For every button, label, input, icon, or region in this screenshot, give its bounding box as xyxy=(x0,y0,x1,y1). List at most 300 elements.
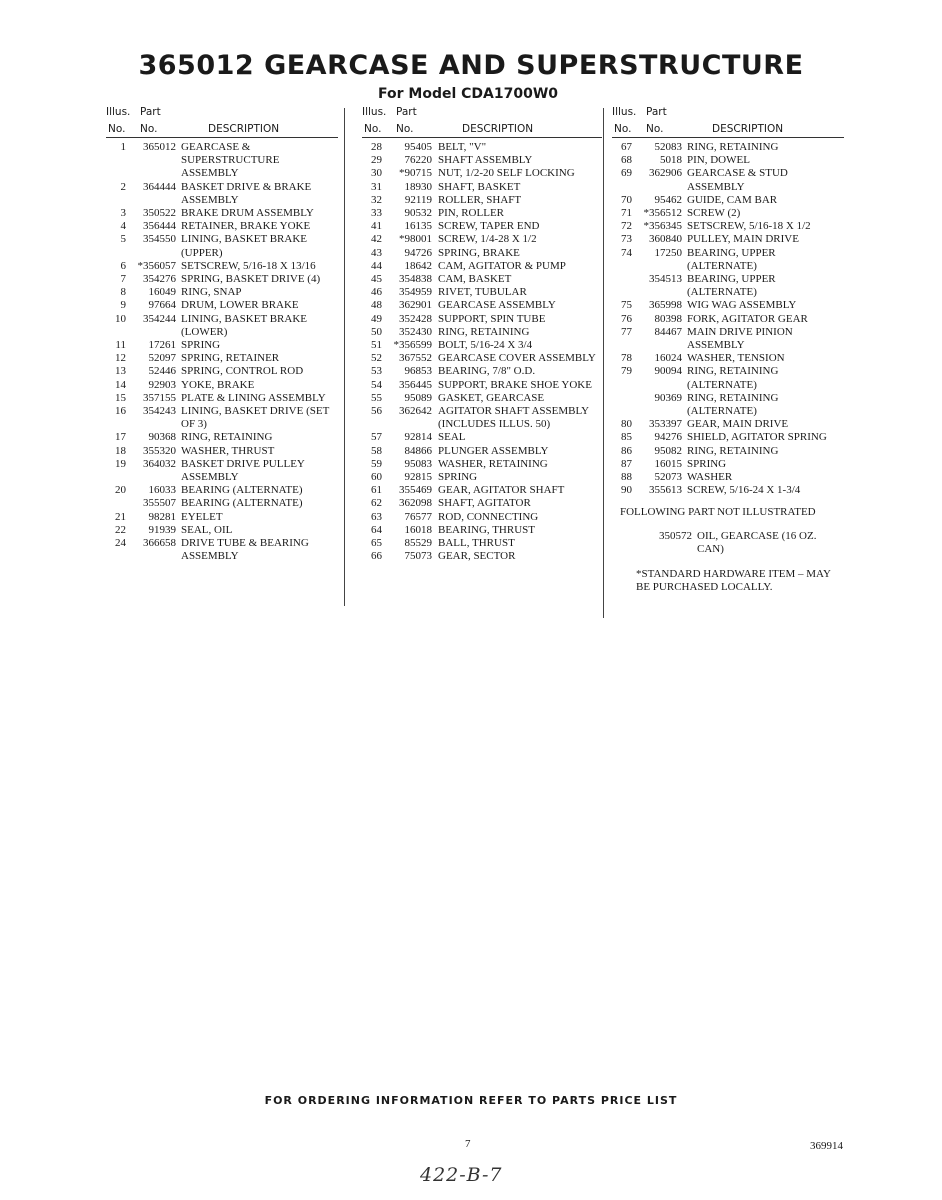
illus-number: 33 xyxy=(371,207,382,220)
part-number: 362901 xyxy=(399,299,432,312)
part-description: BASKET DRIVE & BRAKE ASSEMBLY xyxy=(181,180,312,206)
part-row xyxy=(612,194,844,207)
illus-number: 50 xyxy=(371,325,382,338)
part-number: 76220 xyxy=(404,154,432,167)
part-description: SHAFT ASSEMBLY xyxy=(438,154,533,167)
part-description: WASHER, THRUST xyxy=(181,444,275,457)
column-header xyxy=(106,106,338,138)
part-number: 354244 xyxy=(143,312,176,325)
header-description: DESCRIPTION xyxy=(712,123,784,135)
part-row xyxy=(362,431,602,444)
illus-number: 29 xyxy=(371,154,382,167)
illus-number: 24 xyxy=(115,537,126,550)
illus-number: 73 xyxy=(621,233,632,246)
part-row xyxy=(362,220,602,233)
part-number: 360840 xyxy=(649,233,682,246)
part-number: 17250 xyxy=(654,246,682,259)
column-divider xyxy=(344,108,345,606)
part-number: 92903 xyxy=(148,378,176,391)
part-row xyxy=(362,260,602,273)
part-row xyxy=(362,471,602,484)
part-description: BALL, THRUST xyxy=(438,537,515,550)
part-number: 18642 xyxy=(404,259,432,272)
part-row xyxy=(106,511,338,524)
illus-number: 18 xyxy=(115,444,126,457)
part-row xyxy=(362,313,602,326)
part-row xyxy=(362,550,602,563)
part-description: SCREW, 1/4-28 X 1/2 xyxy=(438,233,537,246)
illus-number: 46 xyxy=(371,286,382,299)
part-number: 16015 xyxy=(654,457,682,470)
part-row xyxy=(106,220,338,233)
part-description: GEAR, SECTOR xyxy=(438,550,516,563)
part-description: GEARCASE & STUD ASSEMBLY xyxy=(687,167,788,193)
part-row xyxy=(106,313,338,339)
part-row xyxy=(362,154,602,167)
part-description: CAM, AGITATOR & PUMP xyxy=(438,259,566,272)
illus-number: 43 xyxy=(371,246,382,259)
part-description: SPRING, BASKET DRIVE (4) xyxy=(181,273,321,286)
part-row xyxy=(362,352,602,365)
part-row xyxy=(362,273,602,286)
part-description: SHAFT, BASKET xyxy=(438,180,521,193)
part-row xyxy=(106,537,338,563)
part-number: 353397 xyxy=(649,418,682,431)
part-number: 352430 xyxy=(399,325,432,338)
part-row xyxy=(612,233,844,246)
illus-number: 66 xyxy=(371,550,382,563)
part-row xyxy=(362,484,602,497)
illus-number: 44 xyxy=(371,259,382,272)
illus-number: 3 xyxy=(120,207,126,220)
part-row xyxy=(362,339,602,352)
illus-number: 10 xyxy=(115,312,126,325)
header-part-no: No. xyxy=(396,123,414,135)
illus-number: 56 xyxy=(371,405,382,418)
part-number: 367552 xyxy=(399,352,432,365)
part-description: WASHER xyxy=(687,471,733,484)
part-number: 52446 xyxy=(148,365,176,378)
illus-number: 90 xyxy=(621,484,632,497)
part-number: 90369 xyxy=(654,391,682,404)
part-number: 90532 xyxy=(404,207,432,220)
header-part-no: No. xyxy=(646,123,664,135)
part-description: PIN, ROLLER xyxy=(438,207,504,220)
part-row xyxy=(106,431,338,444)
part-row xyxy=(612,431,844,444)
illus-number: 88 xyxy=(621,471,632,484)
part-description: GEAR, AGITATOR SHAFT xyxy=(438,484,565,497)
illus-number: 76 xyxy=(621,312,632,325)
part-description: PLATE & LINING ASSEMBLY xyxy=(181,391,326,404)
part-description: BEARING, THRUST xyxy=(438,523,535,536)
part-description: NUT, 1/2-20 SELF LOCKING xyxy=(438,167,575,180)
illus-number: 58 xyxy=(371,444,382,457)
part-number: 364032 xyxy=(143,457,176,470)
part-number: 84467 xyxy=(654,325,682,338)
illus-number: 69 xyxy=(621,167,632,180)
header-rule xyxy=(612,137,844,138)
part-number: 350522 xyxy=(143,207,176,220)
part-row xyxy=(106,458,338,484)
part-number: 362098 xyxy=(399,497,432,510)
illus-number: 17 xyxy=(115,431,126,444)
part-description: FORK, AGITATOR GEAR xyxy=(687,312,808,325)
illus-number: 11 xyxy=(115,339,126,352)
part-description: GEARCASE COVER ASSEMBLY xyxy=(438,352,596,365)
parts-column-3 xyxy=(612,106,844,595)
part-row xyxy=(612,167,844,193)
part-row xyxy=(362,167,602,180)
part-description: RING, RETAINING xyxy=(687,141,779,153)
part-row xyxy=(362,299,602,312)
part-row xyxy=(612,313,844,326)
part-row xyxy=(106,484,338,497)
part-row xyxy=(612,471,844,484)
part-row xyxy=(106,445,338,458)
part-number: 365998 xyxy=(649,299,682,312)
part-number: 355613 xyxy=(649,484,682,497)
part-number: 16049 xyxy=(148,286,176,299)
illus-number: 75 xyxy=(621,299,632,312)
illus-number: 32 xyxy=(371,193,382,206)
part-row xyxy=(106,207,338,220)
illus-number: 45 xyxy=(371,273,382,286)
part-description: CAM, BASKET xyxy=(438,273,512,286)
part-row xyxy=(106,392,338,405)
header-illus: Illus. xyxy=(612,106,637,118)
parts-column-2 xyxy=(362,106,602,564)
part-row xyxy=(106,365,338,378)
ordering-info: FOR ORDERING INFORMATION REFER TO PARTS PRICE LIST xyxy=(264,1094,678,1107)
part-number: 16024 xyxy=(654,352,682,365)
parts-list xyxy=(106,141,338,564)
header-description: DESCRIPTION xyxy=(462,123,534,135)
part-number: 354513 xyxy=(649,273,682,286)
part-description: BEARING (ALTERNATE) xyxy=(181,484,303,497)
part-description: PLUNGER ASSEMBLY xyxy=(438,444,549,457)
parts-list xyxy=(362,141,602,564)
illus-number: 87 xyxy=(621,457,632,470)
part-number: 354959 xyxy=(399,286,432,299)
part-number: 96853 xyxy=(404,365,432,378)
part-description: BEARING, 7/8" O.D. xyxy=(438,365,536,378)
illus-number: 62 xyxy=(371,497,382,510)
illus-number: 5 xyxy=(120,233,126,246)
column-header xyxy=(362,106,602,138)
illus-number: 22 xyxy=(115,523,126,536)
page-number: 7 xyxy=(465,1138,471,1150)
part-row xyxy=(106,181,338,207)
illus-number: 9 xyxy=(120,299,126,312)
part-description: RING, RETAINING (ALTERNATE) xyxy=(687,391,779,418)
part-row xyxy=(362,458,602,471)
illus-number: 67 xyxy=(621,141,632,153)
page-subtitle: For Model CDA1700W0 xyxy=(378,86,559,102)
illus-number: 72 xyxy=(621,220,632,233)
part-description: EYELET xyxy=(181,510,223,523)
illus-number: 28 xyxy=(371,141,382,153)
part-description: YOKE, BRAKE xyxy=(181,378,255,391)
part-row xyxy=(362,181,602,194)
part-description: SUPPORT, SPIN TUBE xyxy=(438,312,546,325)
part-description: SEAL, OIL xyxy=(181,523,233,536)
part-description: SCREW, 5/16-24 X 1-3/4 xyxy=(687,484,801,497)
illus-number: 19 xyxy=(115,457,126,470)
part-description: ROD, CONNECTING xyxy=(438,510,539,523)
part-number: 52073 xyxy=(654,471,682,484)
illus-number: 1 xyxy=(120,141,126,153)
illus-number: 63 xyxy=(371,510,382,523)
parts-list xyxy=(612,141,844,497)
illus-number: 78 xyxy=(621,352,632,365)
illus-number: 42 xyxy=(371,233,382,246)
part-description: BEARING, UPPER (ALTERNATE) xyxy=(687,273,776,299)
part-number: 84866 xyxy=(404,444,432,457)
part-row xyxy=(362,511,602,524)
illus-number xyxy=(612,273,632,299)
part-number: 95083 xyxy=(404,457,432,470)
part-description: BASKET DRIVE PULLEY ASSEMBLY xyxy=(181,457,305,484)
part-row xyxy=(612,273,844,299)
part-description: RING, RETAINING xyxy=(438,325,530,338)
part-row xyxy=(612,207,844,220)
part-number: 75073 xyxy=(404,550,432,563)
part-number: 92815 xyxy=(404,471,432,484)
illus-number: 6 xyxy=(120,259,126,272)
part-number: 95089 xyxy=(404,391,432,404)
illus-number: 51 xyxy=(371,339,382,352)
part-number: *90715 xyxy=(399,167,432,180)
part-row xyxy=(106,141,338,181)
part-number: 354276 xyxy=(143,273,176,286)
part-number: 94276 xyxy=(654,431,682,444)
part-number: 91939 xyxy=(148,523,176,536)
part-row xyxy=(362,207,602,220)
part-description: GASKET, GEARCASE xyxy=(438,391,545,404)
illus-number: 60 xyxy=(371,471,382,484)
part-row xyxy=(106,352,338,365)
part-description: SHIELD, AGITATOR SPRING xyxy=(687,431,827,444)
part-row xyxy=(106,233,338,259)
part-row xyxy=(612,458,844,471)
part-description: RING, RETAINING (ALTERNATE) xyxy=(687,365,779,391)
illus-number: 2 xyxy=(120,180,126,193)
part-description: SETSCREW, 5/16-18 X 13/16 xyxy=(181,259,316,272)
part-row xyxy=(612,484,844,497)
part-number: *356599 xyxy=(393,339,432,352)
illus-number: 4 xyxy=(120,220,126,233)
part-row xyxy=(362,141,602,154)
part-row xyxy=(362,537,602,550)
header-part-no: No. xyxy=(140,123,158,135)
illus-number: 49 xyxy=(371,312,382,325)
column-divider xyxy=(603,108,604,618)
part-description: GEARCASE & SUPERSTRUCTURE ASSEMBLY xyxy=(181,141,280,180)
part-description: BRAKE DRUM ASSEMBLY xyxy=(181,207,314,220)
part-row xyxy=(612,418,844,431)
illus-number: 53 xyxy=(371,365,382,378)
part-number: 356444 xyxy=(143,220,176,233)
part-description: LINING, BASKET BRAKE (UPPER) xyxy=(181,233,307,259)
illus-number: 80 xyxy=(621,418,632,431)
illus-number: 14 xyxy=(115,378,126,391)
part-number: 354550 xyxy=(143,233,176,246)
part-row xyxy=(106,379,338,392)
part-row xyxy=(612,247,844,273)
illus-number: 79 xyxy=(621,365,632,378)
part-number: 357155 xyxy=(143,391,176,404)
illus-number: 21 xyxy=(115,510,126,523)
part-number: 365012 xyxy=(143,141,176,153)
part-row xyxy=(612,154,844,167)
illus-number: 7 xyxy=(120,273,126,286)
part-description: RETAINER, BRAKE YOKE xyxy=(181,220,311,233)
illus-number: 71 xyxy=(621,207,632,220)
part-description: SUPPORT, BRAKE SHOE YOKE xyxy=(438,378,592,391)
part-row xyxy=(106,405,338,431)
part-description: RING, RETAINING xyxy=(687,444,779,457)
part-row xyxy=(362,524,602,537)
part-row xyxy=(612,141,844,154)
part-description: DRUM, LOWER BRAKE xyxy=(181,299,299,312)
part-description: SPRING xyxy=(687,457,727,470)
part-description: RIVET, TUBULAR xyxy=(438,286,527,299)
part-row xyxy=(612,299,844,312)
part-row xyxy=(362,286,602,299)
part-row xyxy=(362,194,602,207)
part-description: BOLT, 5/16-24 X 3/4 xyxy=(438,339,533,352)
illus-number: 55 xyxy=(371,391,382,404)
parts-column-1 xyxy=(106,106,338,564)
header-rule xyxy=(106,137,338,138)
part-description: GEAR, MAIN DRIVE xyxy=(687,418,789,431)
part-number: 92814 xyxy=(404,431,432,444)
header-part: Part xyxy=(396,106,417,118)
header-illus: Illus. xyxy=(362,106,387,118)
part-description: AGITATOR SHAFT ASSEMBLY (INCLUDES ILLUS. 50) xyxy=(438,405,589,431)
part-row xyxy=(612,392,844,418)
not-illustrated-item xyxy=(612,530,844,556)
part-number: 355507 xyxy=(143,497,176,510)
part-row xyxy=(612,326,844,352)
part-row xyxy=(612,445,844,458)
header-illus-no: No. xyxy=(614,123,632,135)
part-number: 90094 xyxy=(654,365,682,378)
part-description: WIG WAG ASSEMBLY xyxy=(687,299,797,312)
illus-number: 86 xyxy=(621,444,632,457)
part-number: 52097 xyxy=(148,352,176,365)
part-row xyxy=(362,326,602,339)
part-row xyxy=(362,247,602,260)
not-illustrated-heading: FOLLOWING PART NOT ILLUSTRATED xyxy=(620,506,816,519)
part-description: BEARING, UPPER (ALTERNATE) xyxy=(687,246,776,272)
part-row xyxy=(106,273,338,286)
part-description: RING, SNAP xyxy=(181,286,242,299)
part-row xyxy=(362,365,602,378)
part-row xyxy=(106,286,338,299)
part-description: SPRING, BRAKE xyxy=(438,246,520,259)
document-number: 369914 xyxy=(810,1140,843,1152)
part-description: WASHER, TENSION xyxy=(687,352,785,365)
part-number: 17261 xyxy=(148,339,176,352)
part-description: LINING, BASKET BRAKE (LOWER) xyxy=(181,312,307,338)
part-description: SPRING xyxy=(181,339,221,352)
illus-number: 68 xyxy=(621,154,632,167)
part-description: LINING, BASKET DRIVE (SET OF 3) xyxy=(181,405,330,431)
part-number: 16033 xyxy=(148,484,176,497)
hardware-footnote: *STANDARD HARDWARE ITEM – MAY BE PURCHASED LOCALLY. xyxy=(636,568,831,594)
part-number: 362642 xyxy=(399,405,432,418)
part-number: 85529 xyxy=(404,537,432,550)
illus-number: 85 xyxy=(621,431,632,444)
part-number: 352428 xyxy=(399,312,432,325)
illus-number: 31 xyxy=(371,180,382,193)
part-description: BEARING (ALTERNATE) xyxy=(181,497,303,510)
part-description: SEAL xyxy=(438,431,466,444)
illus-number: 41 xyxy=(371,220,382,233)
part-number: 355320 xyxy=(143,444,176,457)
part-number: *98001 xyxy=(399,233,432,246)
illus-number: 15 xyxy=(115,391,126,404)
part-row xyxy=(612,365,844,391)
part-description: DRIVE TUBE & BEARING ASSEMBLY xyxy=(181,537,309,563)
part-number: 97664 xyxy=(148,299,176,312)
illus-number: 12 xyxy=(115,352,126,365)
part-row xyxy=(362,445,602,458)
illus-number xyxy=(612,392,632,418)
part-number: 76577 xyxy=(404,510,432,523)
illus-number: 48 xyxy=(371,299,382,312)
part-description: SPRING xyxy=(438,471,478,484)
part-number: 92119 xyxy=(404,193,432,206)
header-illus-no: No. xyxy=(108,123,126,135)
illus-number: 20 xyxy=(115,484,126,497)
part-row xyxy=(362,233,602,246)
part-number: 95462 xyxy=(654,193,682,206)
illus-number: 30 xyxy=(371,167,382,180)
part-number: 90368 xyxy=(148,431,176,444)
part-row xyxy=(362,497,602,510)
part-number: 95405 xyxy=(404,141,432,153)
illus-number: 64 xyxy=(371,523,382,536)
illus-number: 77 xyxy=(621,325,632,338)
part-row xyxy=(106,497,338,510)
part-number: 364444 xyxy=(143,180,176,193)
part-number: *356057 xyxy=(137,259,176,272)
part-description: SHAFT, AGITATOR xyxy=(438,497,531,510)
illus-number: 8 xyxy=(120,286,126,299)
part-number: 18930 xyxy=(404,180,432,193)
header-rule xyxy=(362,137,602,138)
part-number: *356345 xyxy=(643,220,682,233)
part-description: RING, RETAINING xyxy=(181,431,273,444)
part-description: SCREW (2) xyxy=(687,207,741,220)
header-description: DESCRIPTION xyxy=(208,123,280,135)
part-number: 350572 xyxy=(659,529,692,542)
part-number: 95082 xyxy=(654,444,682,457)
part-description: MAIN DRIVE PINION ASSEMBLY xyxy=(687,325,793,352)
illus-number: 65 xyxy=(371,537,382,550)
part-number: 354243 xyxy=(143,405,176,418)
part-row xyxy=(106,260,338,273)
part-row xyxy=(106,299,338,312)
illus-number: 52 xyxy=(371,352,382,365)
header-part: Part xyxy=(140,106,161,118)
part-number: 355469 xyxy=(399,484,432,497)
part-number: 362906 xyxy=(649,167,682,180)
part-row xyxy=(362,392,602,405)
